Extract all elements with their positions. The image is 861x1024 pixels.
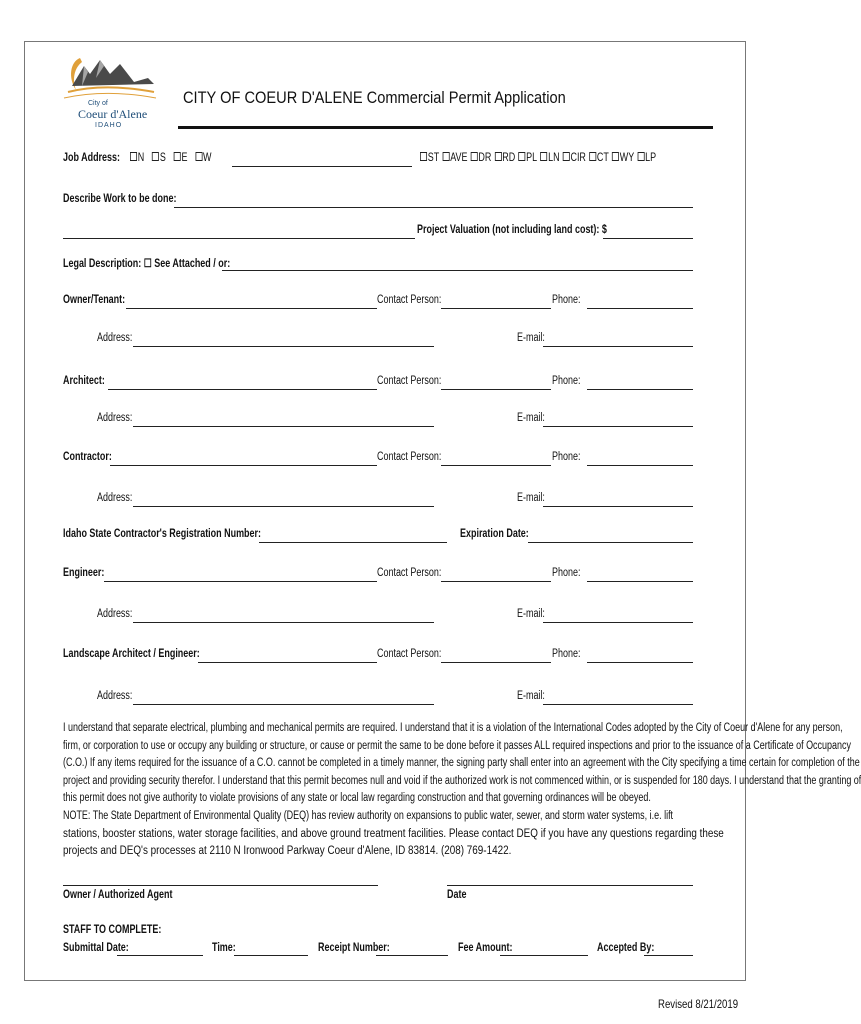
landscape-phone-label: Phone: [552, 648, 581, 660]
contractor-phone-label: Phone: [552, 451, 581, 463]
checkbox-label: ST [427, 152, 440, 164]
owner-signature-field[interactable] [63, 885, 378, 886]
street-type-dr-checkbox[interactable] [471, 152, 492, 164]
time-field[interactable] [234, 955, 308, 956]
checkbox-label: CIR [570, 152, 586, 164]
checkbox-icon [130, 152, 137, 161]
contractor-email-label: E-mail: [517, 492, 545, 504]
street-type-ave-checkbox[interactable] [442, 152, 467, 164]
fee-amount-field[interactable] [500, 955, 588, 956]
project-valuation-field[interactable] [603, 238, 693, 239]
checkbox-icon [174, 152, 181, 161]
checkbox-icon [195, 152, 202, 161]
landscape-contact-label: Contact Person: [377, 648, 442, 660]
landscape-email-field[interactable] [543, 704, 693, 705]
owner-signature-label: Owner / Authorized Agent [63, 889, 173, 901]
time-label: Time: [212, 942, 236, 954]
owner-phone-label: Phone: [552, 294, 581, 306]
page-title: CITY OF COEUR D'ALENE Commercial Permit Application [183, 88, 566, 107]
contractor-contact-field[interactable] [441, 465, 551, 466]
statement-paragraph [63, 720, 861, 825]
checkbox-label: S [159, 152, 166, 164]
checkbox-icon [442, 152, 449, 161]
checkbox-label: RD [502, 152, 516, 164]
signature-date-field[interactable] [447, 885, 693, 886]
checkbox-icon [589, 152, 596, 161]
landscape-architect-field[interactable] [198, 662, 377, 663]
architect-phone-field[interactable] [587, 389, 693, 390]
registration-number-label: Idaho State Contractor's Registration Number: [63, 528, 262, 540]
checkbox-icon [612, 152, 619, 161]
owner-address-label: Address: [97, 332, 133, 344]
accepted-by-field[interactable] [644, 955, 693, 956]
landscape-phone-field[interactable] [587, 662, 693, 663]
street-type-ct-checkbox[interactable] [589, 152, 609, 164]
checkbox-label: LN [548, 152, 560, 164]
street-type-lp-checkbox[interactable] [637, 152, 656, 164]
checkbox-label: LP [645, 152, 657, 164]
direction-n-checkbox[interactable] [130, 152, 144, 164]
owner-phone-field[interactable] [587, 308, 693, 309]
checkbox-label: DR [478, 152, 492, 164]
job-address-label: Job Address: [63, 152, 120, 164]
contractor-phone-field[interactable] [587, 465, 693, 466]
statement-line: project and providing security therefor. I understand that this permit becomes null and void if the authorized work is not commenced within, or is suspended for 180 days. I understand that the granting of [63, 774, 861, 787]
checkbox-icon [540, 152, 547, 161]
owner-contact-label: Contact Person: [377, 294, 442, 306]
statement-line: firm, or corporation to use or occupy any building or structure, or cause or permit the same to be done before it passes ALL required inspections and prior to the issuance of a Certificate of Occupancy [63, 739, 851, 752]
accepted-by-label: Accepted By: [597, 942, 655, 954]
job-address-field[interactable] [232, 166, 412, 167]
engineer-contact-label: Contact Person: [377, 567, 442, 579]
landscape-contact-field[interactable] [441, 662, 551, 663]
receipt-number-label: Receipt Number: [318, 942, 390, 954]
legal-description-field[interactable] [222, 270, 693, 271]
contractor-address-field[interactable] [133, 506, 434, 507]
architect-contact-label: Contact Person: [377, 375, 442, 387]
checkbox-label: PL [526, 152, 538, 164]
owner-tenant-field[interactable] [126, 308, 377, 309]
checkbox-label: AVE [450, 152, 468, 164]
architect-address-label: Address: [97, 412, 133, 424]
city-logo [62, 52, 158, 134]
engineer-address-field[interactable] [133, 622, 434, 623]
checkbox-label: CT [596, 152, 609, 164]
describe-work-field-2[interactable] [63, 238, 415, 239]
direction-s-checkbox[interactable] [152, 152, 166, 164]
street-type-rd-checkbox[interactable] [494, 152, 515, 164]
statement-line: I understand that separate electrical, plumbing and mechanical permits are required. I understand that it is a violation of the International Codes adopted by the City of Coeur d'Alene for any person, [63, 722, 843, 734]
deq-note-line: stations, booster stations, water storage facilities, and above ground treatment facilities. Please contact DEQ if you have any questions regarding these [63, 828, 724, 840]
statement-line: (C.O.) If any items required for the issuance of a C.O. cannot be completed in a timely manner, the signing party shall enter into an agreement with the City specifying a time certain for completion of the [63, 757, 860, 769]
describe-work-label: Describe Work to be done: [63, 193, 177, 205]
owner-contact-field[interactable] [441, 308, 551, 309]
architect-label: Architect: [63, 375, 105, 387]
checkbox-label: W [203, 152, 212, 164]
engineer-field[interactable] [104, 581, 377, 582]
street-type-ln-checkbox[interactable] [540, 152, 559, 164]
engineer-address-label: Address: [97, 608, 133, 620]
street-type-st-checkbox[interactable] [420, 152, 439, 164]
direction-e-checkbox[interactable] [174, 152, 188, 164]
engineer-contact-field[interactable] [441, 581, 551, 582]
checkbox-icon [494, 152, 501, 161]
staff-heading: STAFF TO COMPLETE: [63, 924, 162, 936]
registration-number-field[interactable] [259, 542, 447, 543]
architect-field[interactable] [108, 389, 377, 390]
engineer-phone-label: Phone: [552, 567, 581, 579]
checkbox-label: WY [619, 152, 635, 164]
landscape-email-label: E-mail: [517, 690, 545, 702]
revised-date: Revised 8/21/2019 [657, 997, 738, 1011]
expiration-date-label: Expiration Date: [460, 528, 529, 540]
architect-contact-field[interactable] [441, 389, 551, 390]
legal-description-label: Legal Description: ☐ See Attached / or: [63, 258, 231, 270]
architect-email-field[interactable] [543, 426, 693, 427]
owner-address-field[interactable] [133, 346, 434, 347]
logo-line2: Coeur d'Alene [78, 107, 148, 121]
owner-email-label: E-mail: [517, 332, 545, 344]
checkbox-label: E [181, 152, 188, 164]
architect-phone-label: Phone: [552, 375, 581, 387]
landscape-address-label: Address: [97, 690, 133, 702]
contractor-address-label: Address: [97, 492, 133, 504]
street-type-pl-checkbox[interactable] [518, 152, 537, 164]
checkbox-icon [518, 152, 525, 161]
submittal-date-field[interactable] [117, 955, 203, 956]
checkbox-icon [420, 152, 427, 161]
checkbox-label: N [137, 152, 145, 164]
checkbox-icon [471, 152, 478, 161]
logo-line1: City of [88, 100, 108, 107]
landscape-address-field[interactable] [133, 704, 434, 705]
checkbox-icon [637, 152, 644, 161]
deq-note [63, 826, 724, 860]
receipt-number-field[interactable] [376, 955, 448, 956]
submittal-date-label: Submittal Date: [63, 942, 129, 954]
landscape-architect-label: Landscape Architect / Engineer: [63, 648, 200, 660]
statement-line: this permit does not give authority to violate provisions of any state or local law regarding construction and that governing ordinances will be obeyed. [63, 792, 651, 804]
contractor-field[interactable] [110, 465, 377, 466]
project-valuation-label: Project Valuation (not including land cost): $ [417, 224, 607, 236]
owner-tenant-label: Owner/Tenant: [63, 294, 126, 306]
fee-amount-label: Fee Amount: [458, 942, 513, 954]
contractor-contact-label: Contact Person: [377, 451, 442, 463]
street-type-checkboxes[interactable] [420, 152, 659, 164]
signature-date-label: Date [447, 889, 467, 901]
direction-checkboxes[interactable] [130, 152, 219, 164]
title-rule [178, 126, 713, 129]
contractor-email-field[interactable] [543, 506, 693, 507]
engineer-email-label: E-mail: [517, 608, 545, 620]
engineer-email-field[interactable] [543, 622, 693, 623]
street-type-wy-checkbox[interactable] [612, 152, 634, 164]
architect-address-field[interactable] [133, 426, 434, 427]
logo-line3: IDAHO [95, 122, 123, 129]
statement-line: NOTE: The State Department of Environmental Quality (DEQ) has review authority on expansions to public water, sewer, and storm water systems, i.e. lift [63, 809, 674, 822]
owner-email-field[interactable] [543, 346, 693, 347]
direction-w-checkbox[interactable] [195, 152, 211, 164]
engineer-phone-field[interactable] [587, 581, 693, 582]
checkbox-icon [563, 152, 570, 161]
describe-work-field[interactable] [174, 207, 693, 208]
deq-note-line: projects and DEQ's processes at 2110 N Ironwood Parkway Coeur d'Alene, ID 83814. (208) 769-1422. [63, 845, 512, 857]
architect-email-label: E-mail: [517, 412, 545, 424]
engineer-label: Engineer: [63, 567, 105, 579]
checkbox-icon [152, 152, 159, 161]
expiration-date-field[interactable] [528, 542, 693, 543]
street-type-cir-checkbox[interactable] [563, 152, 586, 164]
mountain-logo-icon [62, 52, 158, 102]
contractor-label: Contractor: [63, 451, 112, 463]
